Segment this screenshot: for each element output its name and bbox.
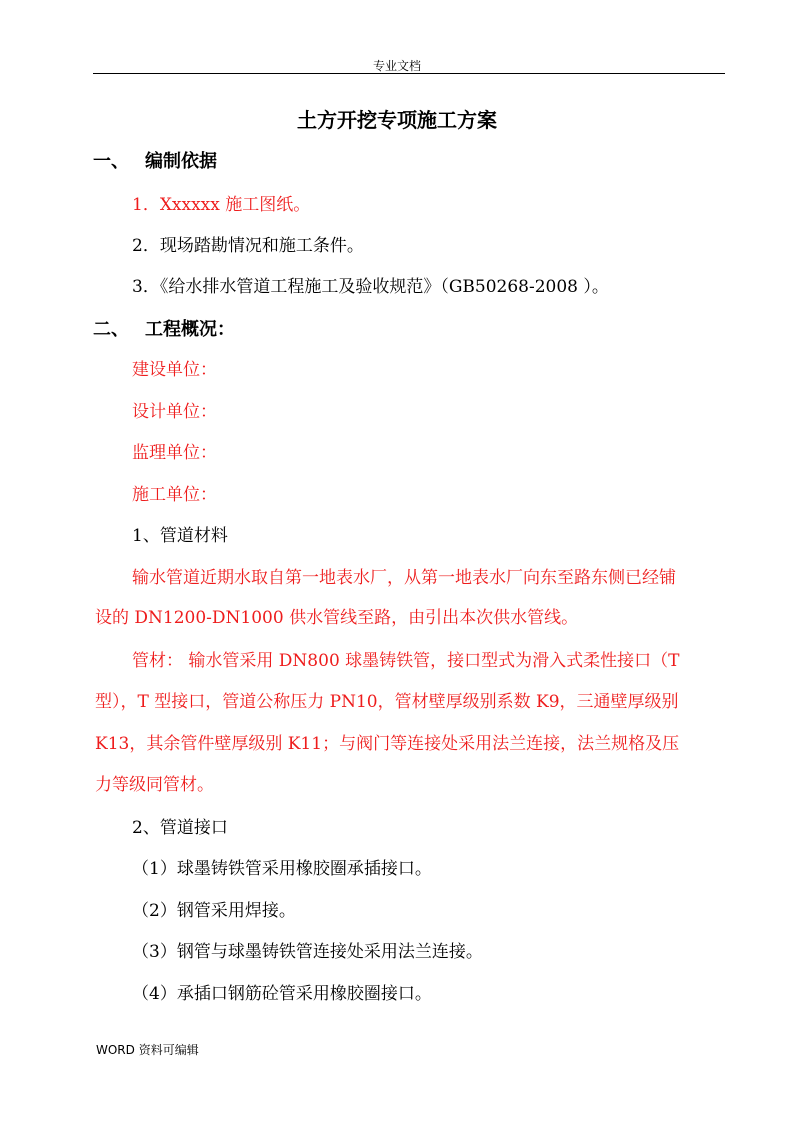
unit-supervision: 监理单位： (132, 443, 217, 463)
section2-number: 二、 (93, 319, 129, 340)
joint-item-4: （4）承插口钢筋砼管采用橡胶圈接口。 (132, 984, 432, 1004)
page-footer: WORD 资料可编辑 (96, 1043, 199, 1057)
page-header: 专业文档 (372, 59, 421, 73)
subsection-pipe-material: 1、管道材料 (132, 526, 228, 546)
para2-line-1: 管材： 输水管采用 DN800 球墨铸铁管，接口型式为滑入式柔性接口（T (132, 651, 680, 671)
para2-line-2: 型），T 型接口，管道公称压力 PN10，管材壁厚级别系数 K9，三通壁厚级别 (95, 692, 679, 712)
unit-contractor: 施工单位： (132, 485, 217, 505)
subsection-pipe-joints: 2、管道接口 (132, 818, 228, 838)
para2-line-3: K13，其余管件壁厚级别 K11；与阀门等连接处采用法兰连接，法兰规格及压 (95, 734, 680, 754)
section1-heading: 编制依据 (145, 151, 217, 172)
unit-construction: 建设单位： (132, 360, 217, 380)
para1-line-1: 输水管道近期水取自第一地表水厂，从第一地表水厂向东至路东侧已经铺 (132, 568, 676, 588)
joint-item-3: （3）钢管与球墨铸铁管连接处采用法兰连接。 (132, 942, 483, 962)
section2-heading: 工程概况： (145, 319, 235, 340)
joint-item-2: （2）钢管采用焊接。 (132, 901, 296, 921)
basis-item-1 (132, 190, 310, 215)
basis-item-2: 2．现场踏勘情况和施工条件。 (132, 236, 364, 256)
joint-item-1: （1）球墨铸铁管采用橡胶圈承插接口。 (132, 859, 432, 879)
basis-item-1-text: 1．Xxxxxx 施工图纸。 (132, 195, 311, 215)
document-title: 土方开挖专项施工方案 (297, 108, 497, 132)
para1-line-2: 设的 DN1200-DN1000 供水管线至路，由引出本次供水管线。 (95, 608, 579, 628)
section1-number: 一、 (93, 151, 129, 172)
para2-line-4: 力等级同管材。 (95, 775, 214, 795)
unit-design: 设计单位： (132, 402, 217, 422)
basis-item-3: 3．《给水排水管道工程施工及验收规范》（GB50268-2008 ）。 (132, 277, 609, 297)
header-rule (93, 73, 725, 74)
